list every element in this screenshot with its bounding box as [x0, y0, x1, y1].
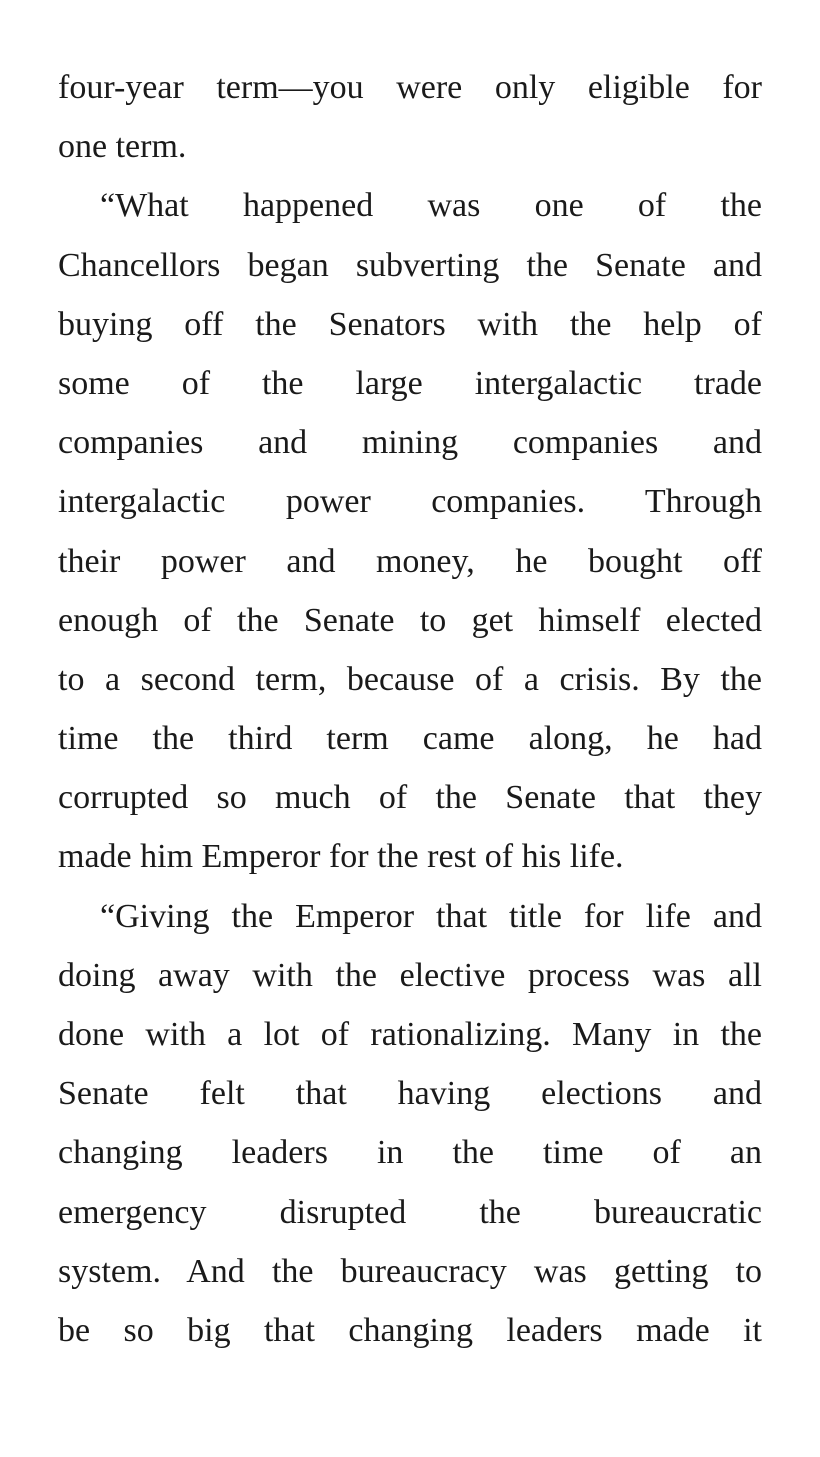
text-line: enough of the Senate to get himself elected: [58, 601, 762, 639]
text-line: be so big that changing leaders made it: [58, 1311, 762, 1349]
text-line: “Giving the Emperor that title for life and: [100, 897, 762, 935]
text-line: companies and mining companies and: [58, 424, 762, 462]
text-line: some of the large intergalactic trade: [58, 364, 762, 402]
text-line: corrupted so much of the Senate that they: [58, 779, 762, 817]
text-line: one term.: [58, 128, 187, 166]
paragraph-2: [58, 176, 762, 886]
text-line: made him Emperor for the rest of his life.: [58, 838, 624, 876]
text-line: Senate felt that having elections and: [58, 1075, 762, 1113]
paragraph-1: [58, 58, 762, 176]
text-line: time the third term came along, he had: [58, 720, 762, 758]
text-line: intergalactic power companies. Through: [58, 483, 762, 521]
reader-page[interactable]: [58, 58, 762, 1360]
text-line: system. And the bureaucracy was getting to: [58, 1252, 762, 1290]
text-line: Chancellors began subverting the Senate and: [58, 246, 762, 284]
text-line: their power and money, he bought off: [58, 542, 762, 580]
text-line: doing away with the elective process was all: [58, 956, 762, 994]
paragraph-3: [58, 887, 762, 1361]
text-line: changing leaders in the time of an: [58, 1134, 762, 1172]
text-line: to a second term, because of a crisis. By the: [58, 660, 762, 698]
text-line: “What happened was one of the: [100, 187, 762, 225]
text-line: emergency disrupted the bureaucratic: [58, 1193, 762, 1231]
text-line: buying off the Senators with the help of: [58, 305, 762, 343]
text-line: four-year term—you were only eligible for: [58, 69, 762, 106]
text-line: done with a lot of rationalizing. Many in the: [58, 1016, 762, 1053]
